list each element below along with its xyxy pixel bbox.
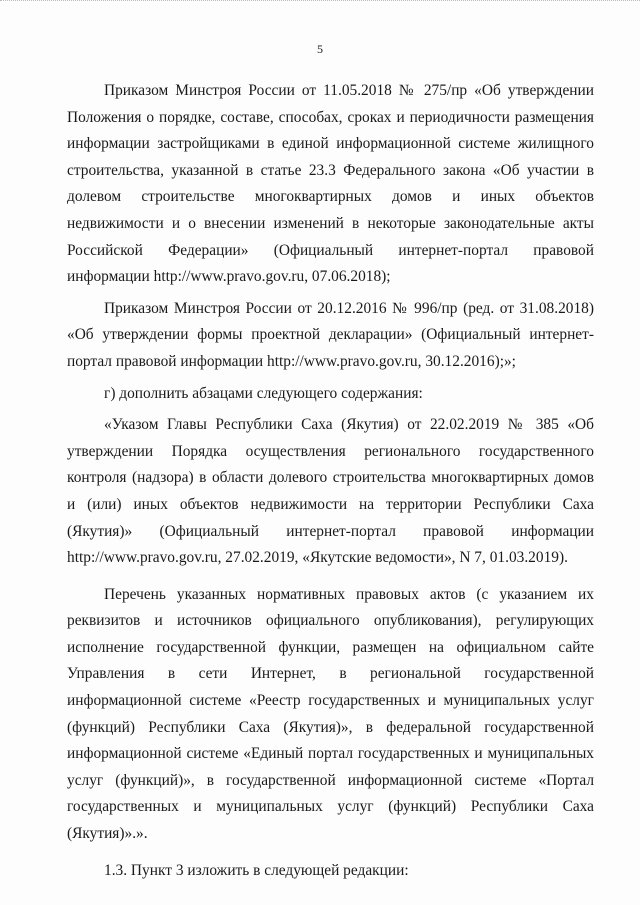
document-body xyxy=(67,78,594,884)
scan-edge xyxy=(0,0,640,7)
paragraph-add-clauses: г) дополнить абзацами следующего содержания: xyxy=(104,384,423,402)
paragraph-clause-1-3: 1.3. Пункт 3 изложить в следующей редакции: xyxy=(104,861,409,879)
paragraph-order-996: Приказом Минстроя России от 20.12.2016 № 996/пр (ред. от 31.08.2018) «Об утверждении формы проектной декларации» (Официальный интернет-портал правовой информации http://www.pravo.gov.ru, 30.12.2016);»; xyxy=(67,299,594,370)
paragraph-decree-385: «Указом Главы Республики Саха (Якутия) от 22.02.2019 № 385 «Об утверждении Порядка осуществления регионального государственного контроля (надзора) в области долевого строительства многоквартирных домов и (или) иных объектов недвижимости на территории Республики Саха (Якутия)» (Официальный интернет-портал правовой информации http://www.pravo.gov.ru, 27.02.2019, «Якутские ведомости», N 7, 01.03.2019). xyxy=(67,416,594,567)
paragraph-acts-list: Перечень указанных нормативных правовых актов (с указанием их реквизитов и источников официального опубликования), регулирующих исполнение государственной функции, размещен на официальном сайте Управления в сети Интернет, в региональной государственной информационной системе «Реестр государственных и муниципальных услуг (функций) Республики Саха (Якутия)», в федеральной государственной информационной системе «Единый портал государственных и муниципальных услуг (функций)», в государственной информационной системе «Портал государственных и муниципальных услуг (функций) Республики Саха (Якутия)».». xyxy=(67,585,594,843)
page-number: 5 xyxy=(317,42,323,56)
paragraph-order-275: Приказом Минстроя России от 11.05.2018 № 275/пр «Об утверждении Положения о порядке, составе, способах, сроках и периодичности размещения информации застройщиками в единой информационной системе жилищного строительства, указанной в статье 23.3 Федерального закона «Об участии в долевом строительстве многоквартирных домов и иных объектов недвижимости и о внесении изменений в некоторые законодательные акты Российской Федерации» (Официальный интернет-портал правовой информации http://www.pravo.gov.ru, 07.06.2018); xyxy=(67,82,594,286)
